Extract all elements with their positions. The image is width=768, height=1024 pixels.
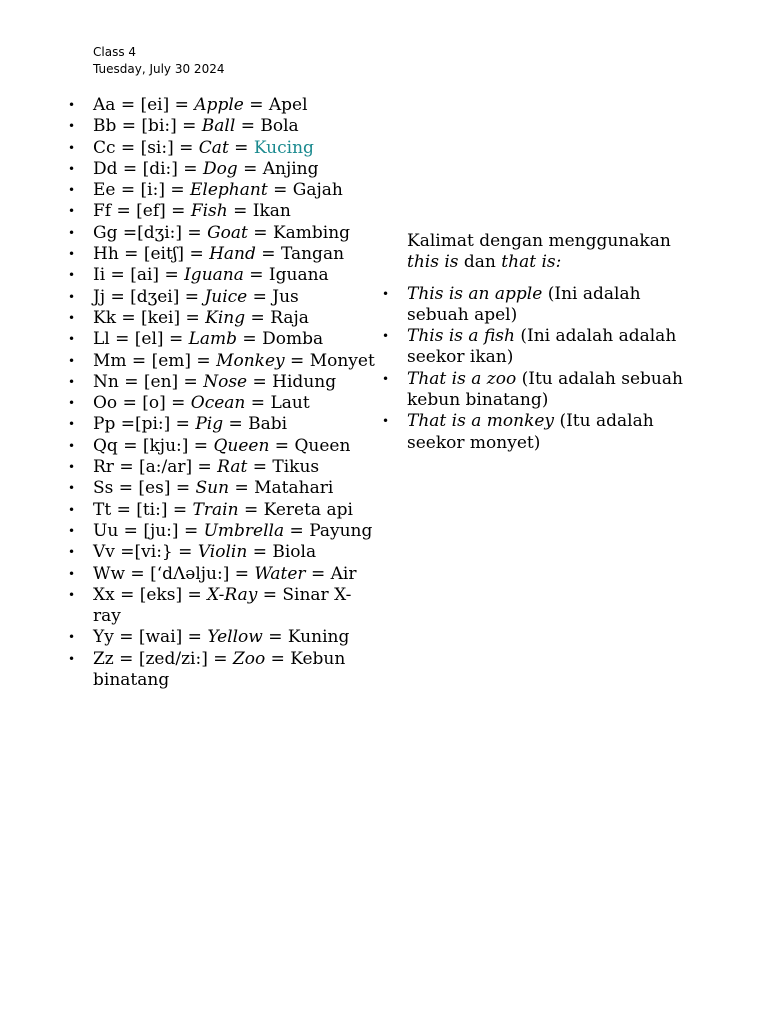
alphabet-item: [68, 584, 378, 628]
english-word: Pig: [195, 414, 224, 435]
pronunciation: Cc = [si:] =: [93, 137, 199, 158]
equals-sign: =: [255, 244, 281, 265]
english-word: Queen: [213, 435, 270, 456]
equals-sign: =: [245, 307, 271, 328]
alphabet-item: [68, 371, 378, 393]
bullet-icon: •: [382, 371, 390, 386]
intro-text: Kalimat dengan menggunakan: [407, 231, 671, 251]
alphabet-item: [68, 329, 378, 350]
translation: Laut: [270, 393, 310, 414]
equals-sign: =: [227, 201, 253, 222]
equals-sign: =: [257, 584, 283, 605]
alphabet-item: [68, 648, 378, 692]
english-word: Zoo: [232, 648, 266, 669]
pronunciation: Dd = [di:] =: [93, 158, 203, 179]
equals-sign: =: [284, 520, 310, 541]
example-sentences-section: [382, 231, 707, 454]
alphabet-item: [68, 542, 378, 563]
bullet-icon: •: [68, 183, 76, 198]
translation: Ikan: [252, 201, 291, 222]
translation: Anjing: [262, 158, 319, 179]
translation: Payung: [309, 520, 373, 541]
alphabet-item: [68, 499, 378, 521]
translation: Kebun binatang: [93, 648, 346, 691]
pronunciation: Ee = [i:] =: [93, 180, 191, 201]
english-word: Cat: [198, 137, 229, 158]
pronunciation: Aa = [ei] =: [93, 95, 195, 115]
bullet-icon: •: [68, 225, 76, 240]
intro-that-is: that is:: [501, 252, 562, 273]
intro-this-is: this is: [407, 252, 459, 273]
english-word: Dog: [202, 158, 238, 179]
bullet-icon: •: [68, 396, 76, 411]
bullet-icon: •: [68, 523, 76, 538]
translation: Kereta api: [263, 499, 353, 520]
indonesian-translation: (Itu adalah seekor monyet): [407, 411, 654, 453]
example-item: [382, 411, 707, 454]
english-sentence: That is a monkey: [407, 411, 555, 432]
alphabet-item: [68, 414, 378, 435]
equals-sign: =: [229, 478, 255, 499]
english-sentence: This is a fish: [407, 326, 515, 347]
equals-sign: =: [247, 371, 273, 392]
translation: Gajah: [292, 180, 343, 201]
alphabet-item: [68, 563, 378, 585]
date-line: Tuesday, July 30 2024: [93, 62, 225, 76]
equals-sign: =: [235, 116, 261, 137]
pronunciation: Tt = [ti:] =: [93, 499, 193, 520]
english-word: Elephant: [190, 180, 268, 201]
bullet-icon: •: [68, 289, 76, 304]
alphabet-item: [68, 350, 378, 372]
alphabet-list: [68, 95, 378, 691]
bullet-icon: •: [68, 438, 76, 453]
equals-sign: =: [247, 222, 273, 243]
english-word: Water: [254, 563, 306, 584]
translation: Apel: [268, 95, 308, 115]
class-label: Class 4: [93, 45, 137, 59]
pronunciation: Qq = [kju:] =: [93, 435, 214, 456]
bullet-icon: •: [68, 161, 76, 176]
equals-sign: =: [265, 648, 291, 669]
alphabet-item: [68, 244, 378, 265]
english-word: Umbrella: [203, 520, 285, 541]
translation: Kuning: [287, 627, 350, 648]
pronunciation: Ww = [‘dɅəlju:] =: [93, 563, 255, 584]
bullet-icon: •: [68, 545, 76, 560]
equals-sign: =: [243, 265, 269, 286]
pronunciation: Rr = [a:/ar] =: [93, 457, 218, 478]
english-word: Sun: [195, 478, 230, 499]
bullet-icon: •: [68, 268, 76, 283]
translation: Biola: [272, 542, 317, 563]
document-header: [93, 44, 224, 78]
alphabet-item: [68, 286, 378, 308]
equals-sign: =: [243, 95, 269, 115]
bullet-icon: •: [68, 204, 76, 219]
example-list: [382, 283, 707, 454]
english-word: Apple: [194, 95, 244, 115]
english-word: Nose: [203, 371, 248, 392]
bullet-icon: •: [68, 651, 76, 666]
alphabet-item: [68, 180, 378, 201]
pronunciation: Xx = [eks] =: [93, 584, 208, 605]
bullet-icon: •: [382, 329, 390, 344]
equals-sign: =: [223, 414, 249, 435]
bullet-icon: •: [68, 310, 76, 325]
translation: Sinar X-ray: [93, 584, 352, 627]
alphabet-item: [68, 520, 378, 542]
alphabet-item: [68, 222, 378, 244]
alphabet-item: [68, 393, 378, 414]
english-word: Iguana: [184, 265, 244, 286]
alphabet-item: [68, 457, 378, 478]
alphabet-item: [68, 307, 378, 329]
translation: Air: [330, 563, 357, 584]
pronunciation: Ss = [es] =: [93, 478, 196, 499]
alphabet-item: [68, 158, 378, 180]
english-word: Fish: [190, 201, 228, 222]
english-word: Train: [192, 499, 239, 520]
equals-sign: =: [237, 329, 263, 350]
bullet-icon: •: [68, 566, 76, 581]
translation: Babi: [248, 414, 288, 435]
alphabet-item: [68, 478, 378, 499]
indonesian-translation: (Ini adalah sebuah apel): [407, 283, 641, 325]
translation: Bola: [260, 116, 299, 137]
pronunciation: Hh = [eitʃ] =: [93, 244, 210, 265]
bullet-icon: •: [68, 247, 76, 262]
example-item: [382, 283, 707, 327]
equals-sign: =: [262, 627, 288, 648]
pronunciation: Jj = [dʒei] =: [93, 286, 205, 307]
alphabet-item: [68, 265, 378, 286]
pronunciation: Nn = [en] =: [93, 371, 204, 392]
pronunciation: Uu = [ju:] =: [93, 520, 204, 541]
bullet-icon: •: [68, 417, 76, 432]
english-word: Hand: [209, 244, 256, 265]
translation: Raja: [270, 307, 309, 328]
translation: Matahari: [254, 478, 334, 499]
english-word: Ball: [201, 116, 236, 137]
english-word: Juice: [204, 286, 248, 307]
pronunciation: Yy = [wai] =: [93, 627, 208, 648]
alphabet-item: [68, 116, 378, 137]
bullet-icon: •: [68, 353, 76, 368]
bullet-icon: •: [68, 481, 76, 496]
bullet-icon: •: [68, 630, 76, 645]
translation: Tangan: [280, 244, 345, 265]
alphabet-item: [68, 435, 378, 457]
english-sentence: This is an apple: [407, 283, 543, 304]
bullet-icon: •: [68, 374, 76, 389]
english-word: Lamb: [188, 329, 238, 350]
equals-sign: =: [237, 158, 263, 179]
equals-sign: =: [247, 286, 273, 307]
english-word: X-Ray: [207, 584, 258, 605]
pronunciation: Oo = [o] =: [93, 393, 191, 414]
english-word: Ocean: [190, 393, 246, 414]
indonesian-translation: (Ini adalah adalah seekor ikan): [407, 326, 677, 368]
pronunciation: Kk = [kei] =: [93, 307, 206, 328]
bullet-icon: •: [68, 98, 76, 112]
translation: Monyet: [309, 350, 375, 371]
bullet-icon: •: [68, 502, 76, 517]
equals-sign: =: [269, 435, 295, 456]
english-word: Yellow: [207, 627, 263, 648]
equals-sign: =: [238, 499, 264, 520]
translation: Kucing: [253, 137, 314, 158]
example-item: [382, 326, 707, 369]
equals-sign: =: [247, 542, 273, 563]
bullet-icon: •: [68, 140, 76, 155]
english-word: Monkey: [216, 350, 285, 371]
bullet-icon: •: [68, 119, 76, 134]
translation: Domba: [262, 329, 324, 350]
translation: Tikus: [272, 457, 320, 478]
equals-sign: =: [284, 350, 310, 371]
alphabet-item: [68, 627, 378, 648]
alphabet-item: [68, 95, 378, 116]
english-word: King: [205, 307, 246, 328]
english-sentence: That is a zoo: [407, 368, 517, 389]
pronunciation: Gg =[dʒi:] =: [93, 222, 208, 243]
bullet-icon: •: [68, 460, 76, 475]
equals-sign: =: [305, 563, 331, 584]
equals-sign: =: [247, 457, 273, 478]
pronunciation: Ll = [el] =: [93, 329, 189, 350]
translation: Jus: [272, 286, 299, 307]
intro-and: dan: [458, 252, 502, 273]
equals-sign: =: [245, 393, 271, 414]
bullet-icon: •: [68, 587, 76, 602]
alphabet-item: [68, 137, 378, 159]
examples-intro: [407, 231, 707, 274]
translation: Kambing: [272, 222, 351, 243]
bullet-icon: •: [382, 414, 390, 429]
pronunciation: Zz = [zed/zi:] =: [93, 648, 233, 669]
bullet-icon: •: [382, 286, 390, 301]
english-word: Violin: [197, 542, 248, 563]
bullet-icon: •: [68, 332, 76, 347]
translation: Queen: [294, 435, 351, 456]
equals-sign: =: [228, 137, 254, 158]
english-word: Goat: [207, 222, 248, 243]
translation: Hidung: [272, 371, 337, 392]
alphabet-item: [68, 201, 378, 222]
pronunciation: Ff = [ef] =: [93, 201, 191, 222]
indonesian-translation: (Itu adalah sebuah kebun binatang): [407, 368, 683, 411]
pronunciation: Vv =[vi:} =: [93, 542, 198, 563]
translation: Iguana: [268, 265, 329, 286]
equals-sign: =: [267, 180, 293, 201]
english-word: Rat: [217, 457, 248, 478]
pronunciation: Mm = [em] =: [93, 350, 217, 371]
example-item: [382, 368, 707, 412]
pronunciation: Bb = [bi:] =: [93, 116, 202, 137]
pronunciation: Pp =[pi:] =: [93, 414, 196, 435]
pronunciation: Ii = [ai] =: [93, 265, 185, 286]
